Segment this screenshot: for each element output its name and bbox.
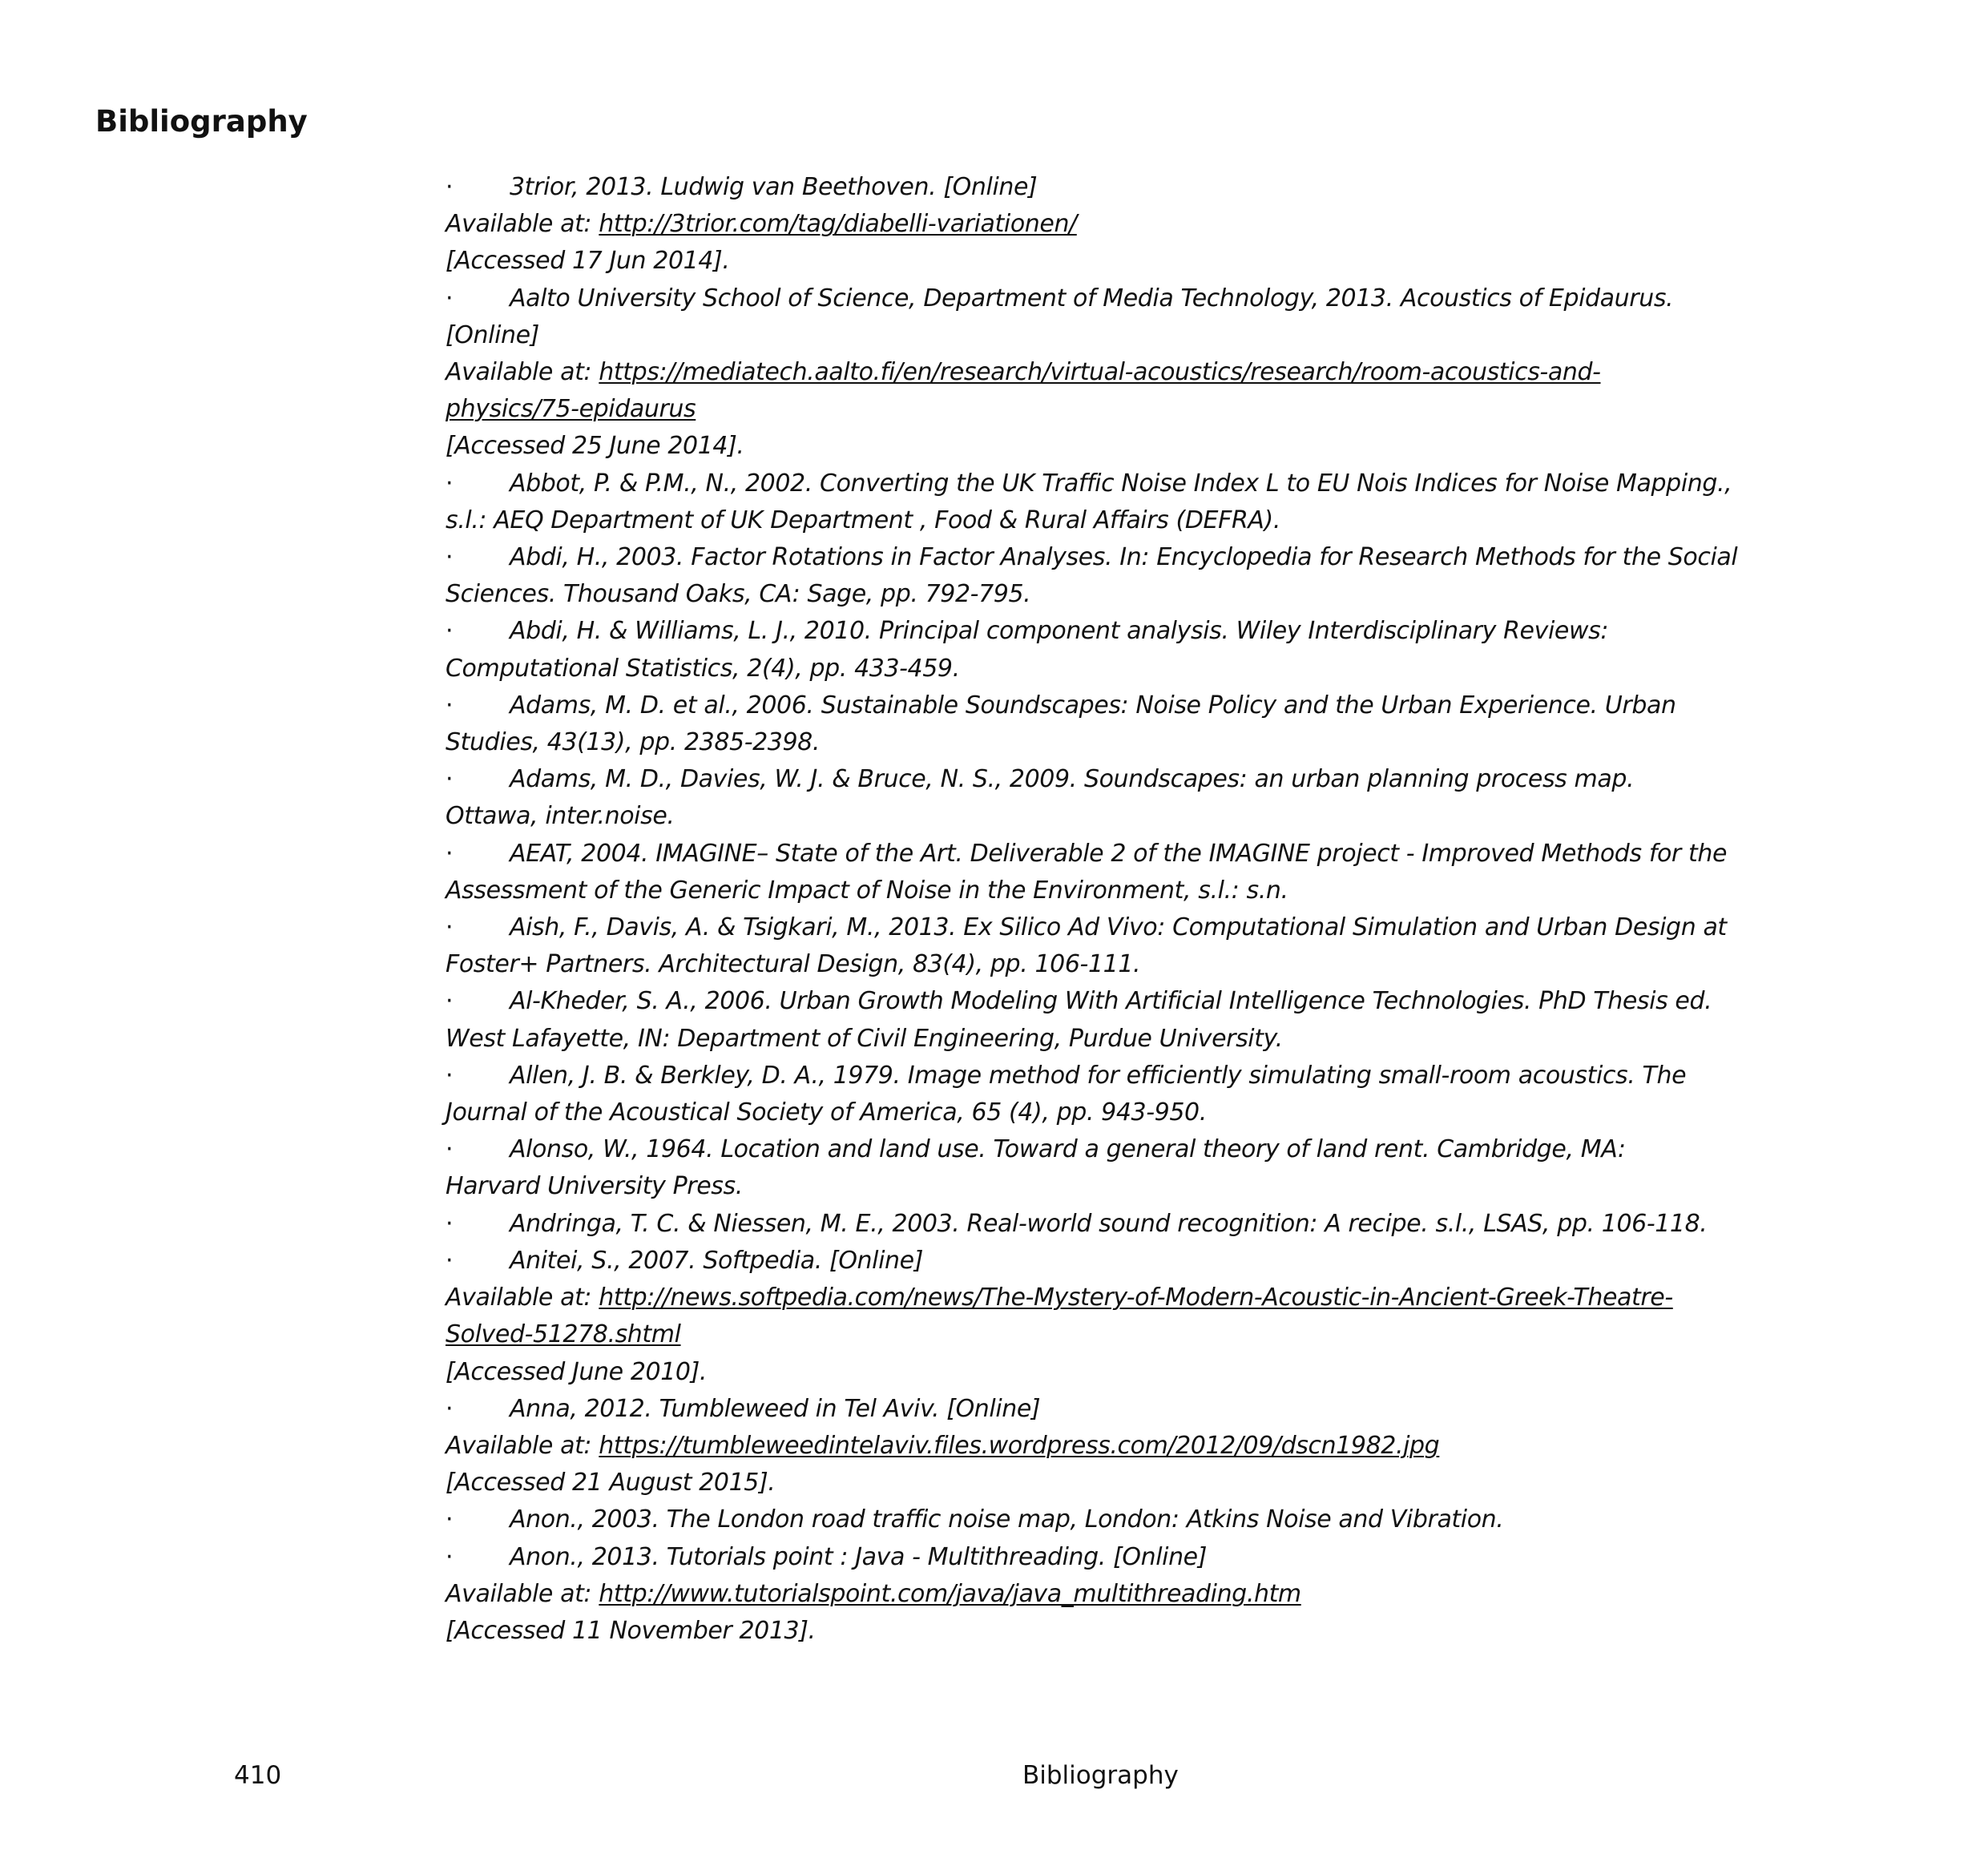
page-heading: Bibliography xyxy=(95,104,308,139)
entry-text: Allen, J. B. & Berkley, D. A., 1979. Image method for efficiently simulating small-room acoustics. The xyxy=(510,1061,1687,1090)
bibliography-entry xyxy=(446,280,1808,465)
entry-text: Anna, 2012. Tumbleweed in Tel Aviv. [Online] xyxy=(510,1394,1041,1423)
entry-continuation-line xyxy=(446,724,1808,761)
bullet-icon: · xyxy=(446,173,454,201)
entry-text: West Lafayette, IN: Department of Civil Engineering, Purdue University. xyxy=(446,1024,1283,1053)
entry-text: Harvard University Press. xyxy=(446,1172,743,1201)
available-at-label: Available at: xyxy=(446,358,599,387)
bullet-icon: · xyxy=(446,284,454,312)
entry-first-line xyxy=(446,280,1808,317)
bullet-icon: · xyxy=(446,1135,454,1164)
bibliography-entry xyxy=(446,613,1808,687)
entry-first-line xyxy=(446,761,1808,798)
available-at-label: Available at: xyxy=(446,1284,599,1312)
bibliography-entry xyxy=(446,1058,1808,1131)
entry-text: Al-Kheder, S. A., 2006. Urban Growth Modeling With Artificial Intelligence Technologies. PhD Thesis ed. xyxy=(510,987,1712,1016)
entry-first-line xyxy=(446,539,1808,576)
entry-url-line xyxy=(446,1576,1808,1613)
accessed-date: [Accessed 21 August 2015]. xyxy=(446,1469,776,1497)
entry-text: Sciences. Thousand Oaks, CA: Sage, pp. 792-795. xyxy=(446,580,1031,609)
entry-text: Computational Statistics, 2(4), pp. 433-459. xyxy=(446,654,960,683)
entry-url-line xyxy=(446,354,1808,391)
bullet-icon: · xyxy=(446,1542,454,1571)
entry-url-line xyxy=(446,391,1808,428)
entry-first-line xyxy=(446,909,1808,946)
entry-first-line xyxy=(446,1391,1808,1428)
bullet-icon: · xyxy=(446,765,454,794)
entry-url-link[interactable]: physics/75-epidaurus xyxy=(446,395,696,424)
bibliography-entry xyxy=(446,983,1808,1057)
accessed-date: [Accessed 11 November 2013]. xyxy=(446,1616,816,1645)
entry-continuation-line xyxy=(446,576,1808,613)
entry-text: [Online] xyxy=(446,320,539,349)
entry-url-link[interactable]: https://tumbleweedintelaviv.files.wordpress.com/2012/09/dscn1982.jpg xyxy=(599,1431,1440,1460)
bibliography-list xyxy=(446,169,1808,1650)
entry-text: Foster+ Partners. Architectural Design, 83(4), pp. 106-111. xyxy=(446,950,1141,979)
entry-first-line xyxy=(446,613,1808,650)
bullet-icon: · xyxy=(446,913,454,942)
entry-text: Ottawa, inter.noise. xyxy=(446,802,675,831)
entry-text: Studies, 43(13), pp. 2385-2398. xyxy=(446,728,820,757)
available-at-label: Available at: xyxy=(446,210,599,239)
entry-text: Adams, M. D., Davies, W. J. & Bruce, N. S., 2009. Soundscapes: an urban planning process map. xyxy=(510,765,1635,794)
bibliography-entry xyxy=(446,761,1808,835)
bibliography-entry xyxy=(446,836,1808,909)
entry-url-link[interactable]: http://news.softpedia.com/news/The-Mystery-of-Modern-Acoustic-in-Ancient-Greek-Theatre- xyxy=(599,1284,1673,1312)
available-at-label: Available at: xyxy=(446,1579,599,1608)
entry-text: Anitei, S., 2007. Softpedia. [Online] xyxy=(510,1246,924,1275)
entry-first-line xyxy=(446,983,1808,1020)
entry-continuation-line xyxy=(446,317,1808,354)
entry-text: Andringa, T. C. & Niessen, M. E., 2003. Real-world sound recognition: A recipe. s.l., LSAS, pp. 106-118. xyxy=(510,1209,1708,1238)
entry-text: Assessment of the Generic Impact of Noise in the Environment, s.l.: s.n. xyxy=(446,876,1288,905)
bullet-icon: · xyxy=(446,987,454,1016)
entry-continuation-line xyxy=(446,873,1808,909)
entry-first-line xyxy=(446,1501,1808,1538)
entry-text: 3trior, 2013. Ludwig van Beethoven. [Online] xyxy=(510,173,1038,201)
entry-text: Anon., 2003. The London road traffic noise map, London: Atkins Noise and Vibration. xyxy=(510,1505,1504,1534)
available-at-label: Available at: xyxy=(446,1431,599,1460)
bullet-icon: · xyxy=(446,691,454,719)
bibliography-entry xyxy=(446,1501,1808,1538)
bibliography-entry xyxy=(446,687,1808,761)
entry-continuation-line xyxy=(446,798,1808,835)
bullet-icon: · xyxy=(446,1061,454,1090)
bibliography-entry xyxy=(446,1539,1808,1650)
bibliography-entry xyxy=(446,1391,1808,1502)
entry-text: Abdi, H., 2003. Factor Rotations in Factor Analyses. In: Encyclopedia for Research Methods for the Social xyxy=(510,543,1738,572)
entry-text: Abdi, H. & Williams, L. J., 2010. Principal component analysis. Wiley Interdisciplinary Reviews: xyxy=(510,617,1609,646)
entry-first-line xyxy=(446,687,1808,724)
entry-first-line xyxy=(446,836,1808,873)
bullet-icon: · xyxy=(446,1209,454,1238)
entry-first-line xyxy=(446,1243,1808,1280)
entry-text: Adams, M. D. et al., 2006. Sustainable Soundscapes: Noise Policy and the Urban Experience. Urban xyxy=(510,691,1676,719)
bibliography-entry xyxy=(446,169,1808,280)
entry-text: Aish, F., Davis, A. & Tsigkari, M., 2013. Ex Silico Ad Vivo: Computational Simulation and Urban Design at xyxy=(510,913,1727,942)
entry-first-line xyxy=(446,1539,1808,1576)
entry-first-line xyxy=(446,465,1808,502)
bullet-icon: · xyxy=(446,469,454,498)
entry-continuation-line xyxy=(446,1168,1808,1205)
bibliography-entry xyxy=(446,539,1808,613)
bullet-icon: · xyxy=(446,1246,454,1275)
bullet-icon: · xyxy=(446,617,454,646)
entry-continuation-line xyxy=(446,651,1808,687)
entry-url-link[interactable]: http://www.tutorialspoint.com/java/java_multithreading.htm xyxy=(599,1579,1301,1608)
bibliography-entry xyxy=(446,465,1808,539)
accessed-date: [Accessed 25 June 2014]. xyxy=(446,432,744,461)
entry-url-line xyxy=(446,206,1808,243)
entry-text: AEAT, 2004. IMAGINE– State of the Art. Deliverable 2 of the IMAGINE project - Improved Methods for the xyxy=(510,839,1728,868)
entry-url-link[interactable]: http://3trior.com/tag/diabelli-variationen/ xyxy=(599,210,1077,239)
accessed-date: [Accessed June 2010]. xyxy=(446,1357,708,1386)
entry-continuation-line xyxy=(446,946,1808,983)
page-number: 410 xyxy=(234,1761,282,1790)
running-footer-title: Bibliography xyxy=(1022,1761,1179,1790)
bibliography-entry xyxy=(446,1206,1808,1243)
entry-url-link[interactable]: https://mediatech.aalto.fi/en/research/virtual-acoustics/research/room-acoustics-and- xyxy=(599,358,1601,387)
bullet-icon: · xyxy=(446,1505,454,1534)
bullet-icon: · xyxy=(446,543,454,572)
entry-text: Aalto University School of Science, Department of Media Technology, 2013. Acoustics of Epidaurus. xyxy=(510,284,1674,312)
bullet-icon: · xyxy=(446,839,454,868)
entry-continuation-line xyxy=(446,502,1808,539)
entry-text: Abbot, P. & P.M., N., 2002. Converting the UK Traffic Noise Index L to EU Nois Indices for Noise Mapping., xyxy=(510,469,1732,498)
bullet-icon: · xyxy=(446,1394,454,1423)
entry-continuation-line xyxy=(446,1094,1808,1131)
entry-url-line xyxy=(446,1428,1808,1465)
bibliography-entry xyxy=(446,909,1808,983)
entry-first-line xyxy=(446,1131,1808,1168)
entry-continuation-line xyxy=(446,1021,1808,1058)
entry-url-line xyxy=(446,1280,1808,1316)
entry-text: Alonso, W., 1964. Location and land use. Toward a general theory of land rent. Cambridge, MA: xyxy=(510,1135,1626,1164)
entry-first-line xyxy=(446,1206,1808,1243)
entry-first-line xyxy=(446,169,1808,206)
entry-url-link[interactable]: Solved-51278.shtml xyxy=(446,1320,681,1349)
entry-first-line xyxy=(446,1058,1808,1094)
entry-text: s.l.: AEQ Department of UK Department , Food & Rural Affairs (DEFRA). xyxy=(446,506,1280,534)
bibliography-entry xyxy=(446,1131,1808,1205)
entry-text: Anon., 2013. Tutorials point : Java - Multithreading. [Online] xyxy=(510,1542,1208,1571)
accessed-date: [Accessed 17 Jun 2014]. xyxy=(446,247,730,276)
entry-url-line xyxy=(446,1316,1808,1353)
bibliography-entry xyxy=(446,1243,1808,1391)
entry-text: Journal of the Acoustical Society of America, 65 (4), pp. 943-950. xyxy=(446,1098,1207,1127)
